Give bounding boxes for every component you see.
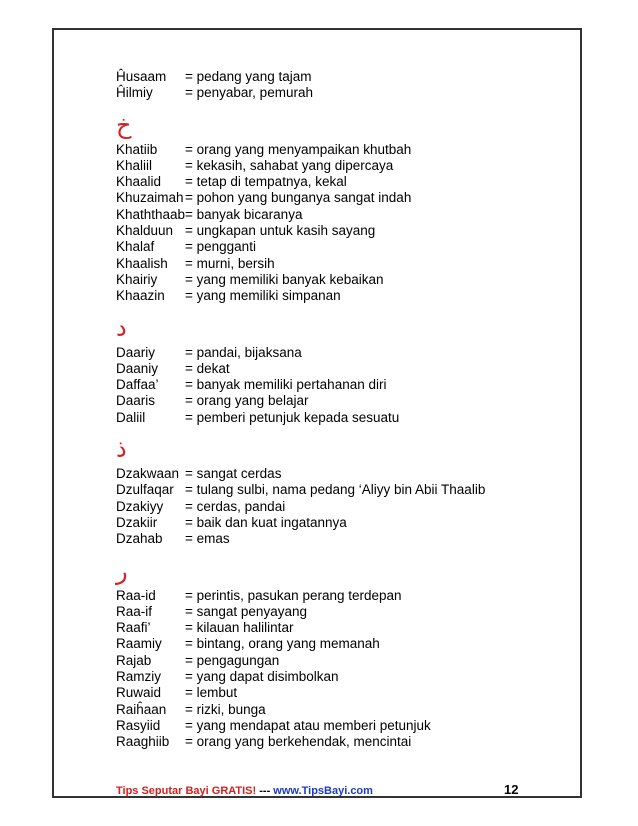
name-entry xyxy=(116,272,566,288)
entry-meaning: = emas xyxy=(185,531,230,547)
entry-meaning: = cerdas, pandai xyxy=(185,498,286,514)
entry-name: Rasyiid xyxy=(116,717,161,733)
entry-meaning: = yang memiliki simpanan xyxy=(185,288,341,304)
entry-meaning: = lembut xyxy=(185,685,238,701)
entry-name: Khaththaab xyxy=(116,206,186,222)
entry-name: Khuzaimah xyxy=(116,190,184,206)
entry-meaning: = sangat penyayang xyxy=(185,603,307,619)
entry-name: Ruwaid xyxy=(116,685,162,701)
name-entry xyxy=(116,482,566,498)
entry-meaning: = pengganti xyxy=(185,239,256,255)
letter-section xyxy=(116,69,566,102)
entry-name: Raaghiib xyxy=(116,734,170,750)
entry-name: Raiĥaan xyxy=(116,701,167,717)
footer xyxy=(116,785,373,797)
letter-section xyxy=(116,435,566,547)
section-letter: ذ xyxy=(116,435,127,464)
entry-meaning: = kilauan halilintar xyxy=(185,620,294,636)
entry-name: Dzahab xyxy=(116,531,163,547)
entry-meaning: = tetap di tempatnya, kekal xyxy=(185,174,347,190)
name-entry xyxy=(116,85,566,101)
entry-name: Khatiib xyxy=(116,141,158,157)
letter-section xyxy=(116,557,566,751)
section-letter: خ xyxy=(116,110,132,139)
entry-name: Daariy xyxy=(116,344,156,360)
section-letter: ر xyxy=(116,556,128,585)
entry-meaning: = orang yang menyampaikan khutbah xyxy=(185,141,412,157)
name-entry xyxy=(116,531,566,547)
name-entry xyxy=(116,636,566,652)
entry-name: Khaliil xyxy=(116,157,153,173)
entry-meaning: = yang memiliki banyak kebaikan xyxy=(185,271,384,287)
entry-name: Ĥilmiy xyxy=(116,85,153,101)
name-entry xyxy=(116,361,566,377)
entry-name: Dzakwaan xyxy=(116,466,180,482)
name-entry xyxy=(116,702,566,718)
entry-meaning: = pemberi petunjuk kepada sesuatu xyxy=(185,409,400,425)
entry-name: Dzakiyy xyxy=(116,498,164,514)
name-entry xyxy=(116,410,566,426)
entry-name: Daaniy xyxy=(116,360,159,376)
entry-name: Ĥusaam xyxy=(116,69,167,84)
entry-meaning: = kekasih, sahabat yang dipercaya xyxy=(185,157,394,173)
name-entry xyxy=(116,734,566,750)
name-entry xyxy=(116,69,566,85)
name-entry xyxy=(116,718,566,734)
name-entry xyxy=(116,588,566,604)
entry-name: Daliil xyxy=(116,409,146,425)
entry-name: Khaazin xyxy=(116,288,165,304)
entry-meaning: = dekat xyxy=(185,360,230,376)
page-number: 12 xyxy=(504,782,519,797)
entry-meaning: = yang mendapat atau memberi petunjuk xyxy=(185,717,431,733)
name-entry xyxy=(116,620,566,636)
footer-url[interactable]: www.TipsBayi.com xyxy=(273,785,373,797)
entry-name: Khairiy xyxy=(116,271,158,287)
entry-meaning: = pengagungan xyxy=(185,652,280,668)
entry-meaning: = rizki, bunga xyxy=(185,701,266,717)
entry-meaning: = yang dapat disimbolkan xyxy=(185,669,339,685)
name-entry xyxy=(116,499,566,515)
entry-meaning: = penyabar, pemurah xyxy=(185,85,313,101)
entry-name: Khalduun xyxy=(116,223,174,239)
name-entry xyxy=(116,223,566,239)
name-entry xyxy=(116,604,566,620)
name-entry xyxy=(116,393,566,409)
footer-separator: --- xyxy=(256,785,274,797)
entry-name: Khalaf xyxy=(116,239,155,255)
name-entry xyxy=(116,190,566,206)
entry-name: Khaalish xyxy=(116,255,168,271)
name-entry xyxy=(116,142,566,158)
entry-name: Raa-id xyxy=(116,587,156,603)
entry-name: Raafi’ xyxy=(116,620,151,636)
entry-meaning: = sangat cerdas xyxy=(185,466,282,482)
name-entry xyxy=(116,345,566,361)
entry-name: Rajab xyxy=(116,652,152,668)
name-entry xyxy=(116,158,566,174)
entry-name: Daffaa’ xyxy=(116,377,159,393)
entry-meaning: = perintis, pasukan perang terdepan xyxy=(185,587,402,603)
entry-name: Dzulfaqar xyxy=(116,482,174,498)
entry-name: Khaalid xyxy=(116,174,162,190)
entry-meaning: = pandai, bijaksana xyxy=(185,344,302,360)
letter-section xyxy=(116,314,566,426)
entry-name: Daaris xyxy=(116,393,156,409)
entry-meaning: = bintang, orang yang memanah xyxy=(185,636,380,652)
entry-meaning: = orang yang berkehendak, mencintai xyxy=(185,734,412,750)
name-entry xyxy=(116,653,566,669)
name-entry xyxy=(116,207,566,223)
entry-meaning: = banyak memiliki pertahanan diri xyxy=(185,377,387,393)
name-entry xyxy=(116,685,566,701)
name-list xyxy=(116,69,566,751)
name-entry xyxy=(116,669,566,685)
entry-name: Raamiy xyxy=(116,636,162,652)
name-entry xyxy=(116,256,566,272)
name-entry xyxy=(116,288,566,304)
entry-name: Ramziy xyxy=(116,669,162,685)
entry-meaning: = pedang yang tajam xyxy=(185,69,312,84)
section-letter: د xyxy=(116,313,127,342)
entry-name: Raa-if xyxy=(116,603,153,619)
letter-section xyxy=(116,111,566,305)
entry-meaning: = orang yang belajar xyxy=(185,393,309,409)
entry-meaning: = murni, bersih xyxy=(185,255,275,271)
name-entry xyxy=(116,515,566,531)
entry-meaning: = tulang sulbi, nama pedang ‘Aliyy bin Abii Thaalib xyxy=(185,482,486,498)
entry-meaning: = banyak bicaranya xyxy=(185,206,303,222)
footer-brand: Tips Seputar Bayi GRATIS! xyxy=(116,785,257,797)
name-entry xyxy=(116,466,566,482)
entry-meaning: = pohon yang bunganya sangat indah xyxy=(185,190,412,206)
entry-meaning: = baik dan kuat ingatannya xyxy=(185,514,347,530)
entry-name: Dzakiir xyxy=(116,514,158,530)
name-entry xyxy=(116,239,566,255)
entry-meaning: = ungkapan untuk kasih sayang xyxy=(185,223,376,239)
name-entry xyxy=(116,174,566,190)
name-entry xyxy=(116,377,566,393)
